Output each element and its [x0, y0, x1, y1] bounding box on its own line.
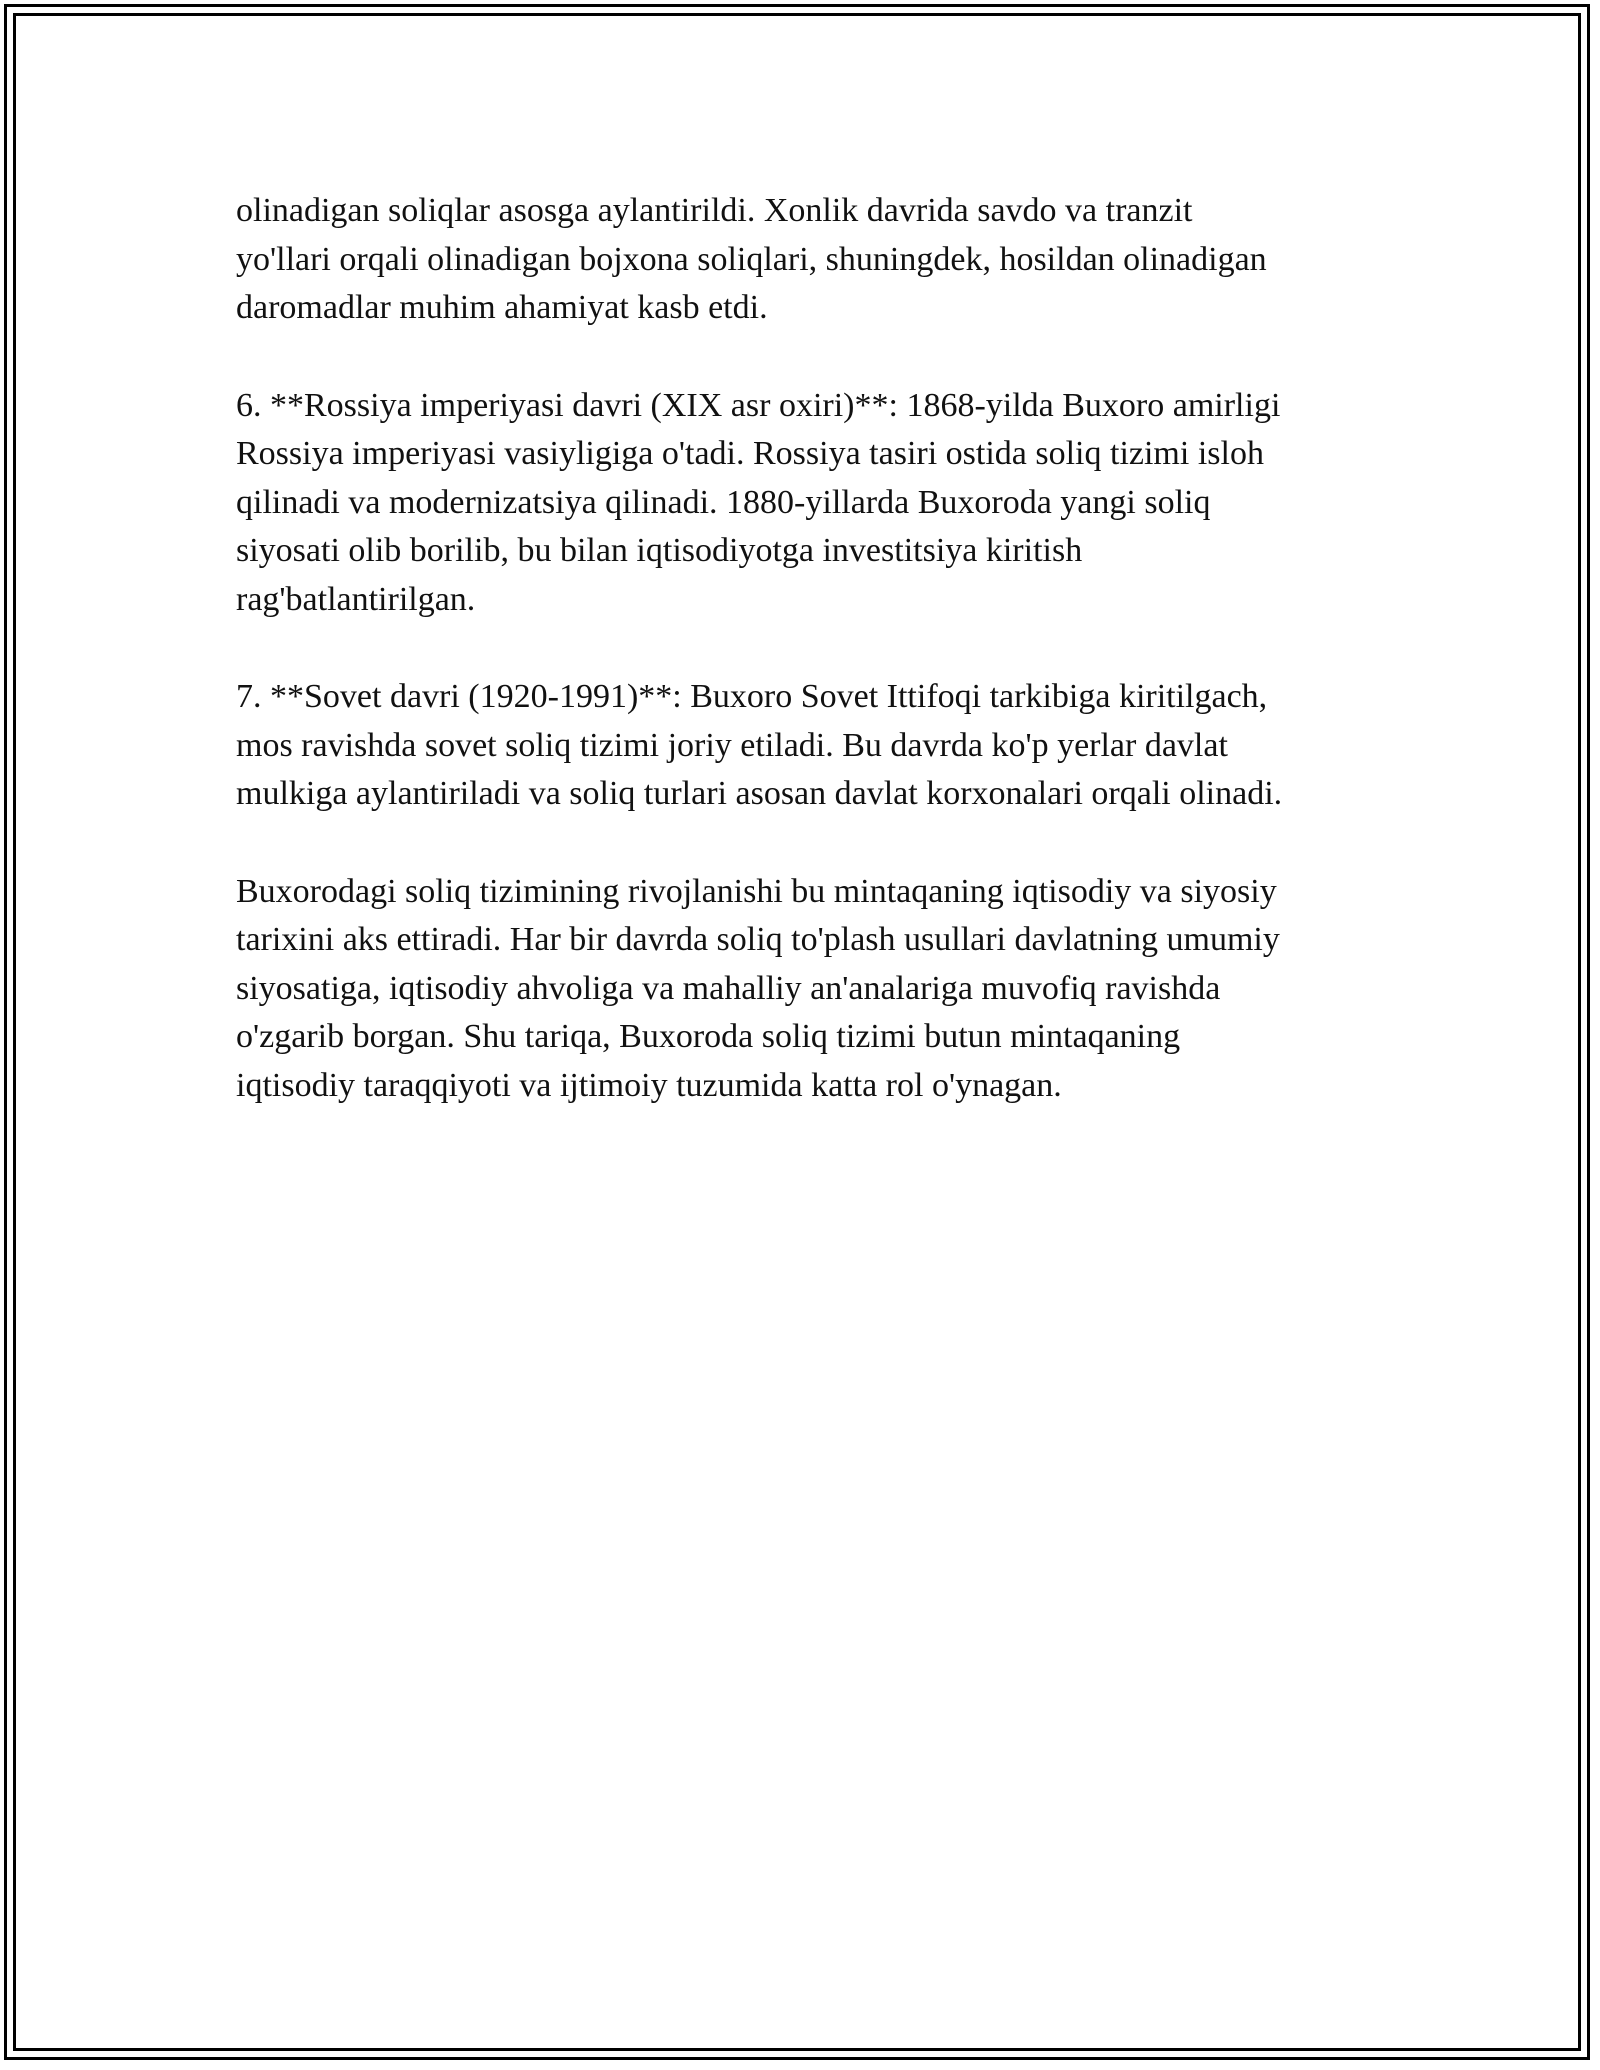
- paragraph-conclusion: Buxorodagi soliq tizimining rivojlanishi bu mintaqaning iqtisodiy va siyosiy tarixini aks ettiradi. Har bir davrda soliq to'plash usullari davlatning umumiy siyosatiga, iqtisodiy ahvoliga va mahalliy an'analariga muvofiq ravishda o'zgarib borgan. Shu tariqa, Buxoroda soliq tizimi butun mintaqaning iqtisodiy taraqqiyoti va ijtimoiy tuzumida katta rol o'ynagan.: [236, 872, 1280, 1104]
- paragraph-russian-empire-period: 6. **Rossiya imperiyasi davri (XIX asr oxiri)**: 1868-yilda Buxoro amirligi Rossiya imperiyasi vasiyligiga o'tadi. Rossiya tasiri ostida soliq tizimi isloh qilinadi va modernizatsiya qilinadi. 1880-yillarda Buxoroda yangi soliq siyosati olib borilib, bu bilan iqtisodiyotga investitsiya kiritish rag'batlantirilgan.: [236, 386, 1281, 618]
- document-body: [236, 187, 1376, 1159]
- paragraph-soviet-period: 7. **Sovet davri (1920-1991)**: Buxoro Sovet Ittifoqi tarkibiga kiritilgach, mos ravishda sovet soliq tizimi joriy etiladi. Bu davrda ko'p yerlar davlat mulkiga aylantiriladi va soliq turlari asosan davlat korxonalari orqali olinadi.: [236, 678, 1283, 812]
- paragraph-continuation: olinadigan soliqlar asosga aylantirildi. Xonlik davrida savdo va tranzit yo'llari orqali olinadigan bojxona soliqlari, shuningdek, hosildan olinadigan daromadlar muhim ahamiyat kasb etdi.: [236, 192, 1267, 326]
